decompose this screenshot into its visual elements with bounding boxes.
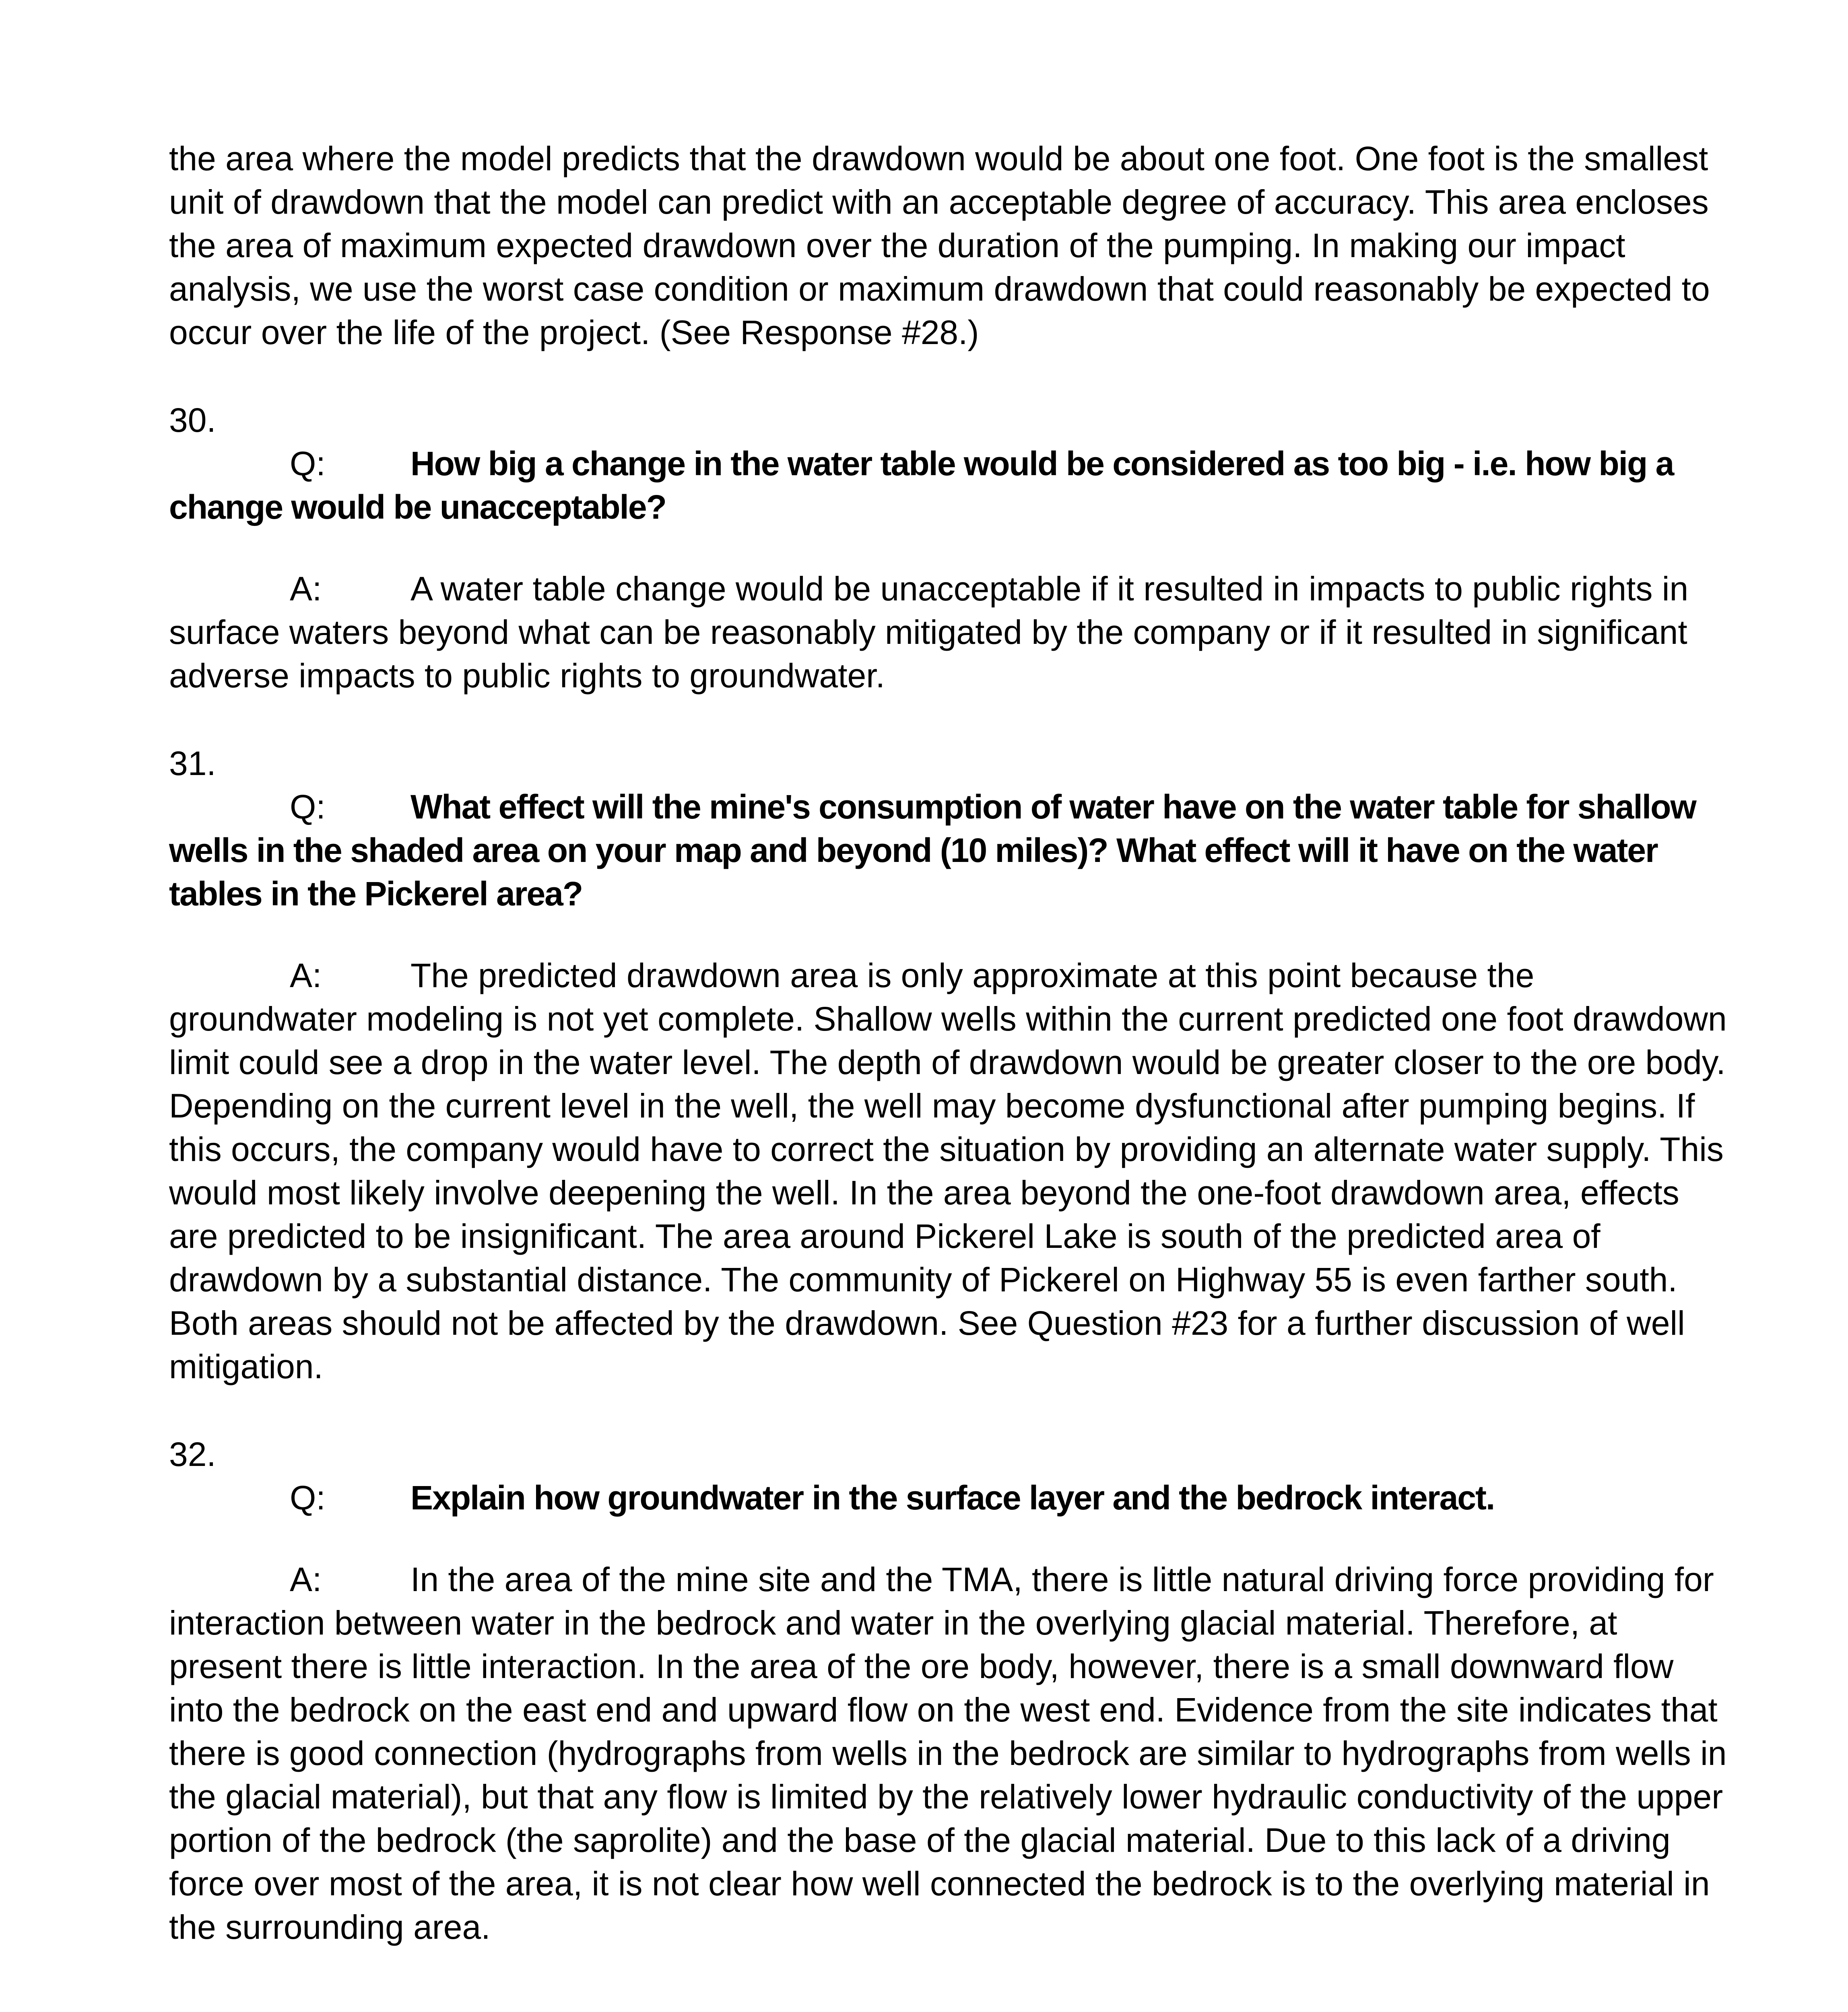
spacer xyxy=(169,697,1730,742)
spacer xyxy=(169,1388,1730,1433)
item-number-32: 32. xyxy=(169,1435,216,1473)
answer-31 xyxy=(169,954,1730,1388)
spacer xyxy=(169,915,1730,954)
question-text: What effect will the mine's consumption of water have on the water table for shallow wells in the shaded area on your map and beyond (10 miles)? What effect will it have on the water tables in the Pickerel area? xyxy=(169,788,1696,913)
answer-text: In the area of the mine site and the TMA, there is little natural driving force providing for interaction between water in the bedrock and water in the overlying glacial material. Therefore, at present there is little interaction. In the area of the ore body, however, there is a small downward flow into the bedrock on the east end and upward flow on the west end. Evidence from the site indicates that there is good connection (hydrographs from wells in the bedrock are similar to hydrographs from wells in the glacial material), but that any flow is limited by the relatively lower hydraulic conductivity of the upper portion of the bedrock (the saprolite) and the base of the glacial material. Due to this lack of a driving force over most of the area, it is not clear how well connected the bedrock is to the overlying material in the surrounding area. xyxy=(169,1561,1727,1946)
item-number-30: 30. xyxy=(169,401,216,439)
answer-text: A water table change would be unacceptable if it resulted in impacts to public rights in surface waters beyond what can be reasonably mitigated by the company or if it resulted in significant adverse impacts to public rights to groundwater. xyxy=(169,570,1689,695)
answer-label: A: xyxy=(290,1561,322,1598)
answer-label: A: xyxy=(290,957,322,994)
question-30 xyxy=(169,442,1730,529)
question-label: Q: xyxy=(290,788,326,826)
question-text: How big a change in the water table would be considered as too big - i.e. how big a change would be unacceptable? xyxy=(169,445,1674,526)
spacer xyxy=(169,354,1730,398)
question-32 xyxy=(169,1476,1730,1519)
spacer xyxy=(169,529,1730,567)
question-text: Explain how groundwater in the surface layer and the bedrock interact. xyxy=(410,1479,1495,1517)
page-content xyxy=(169,137,1730,1949)
question-label: Q: xyxy=(290,1479,326,1517)
answer-label: A: xyxy=(290,570,322,608)
question-label: Q: xyxy=(290,445,326,482)
answer-text: The predicted drawdown area is only approximate at this point because the groundwater modeling is not yet complete. Shallow wells within the current predicted one foot drawdown limit could see a drop in the water level. The depth of drawdown would be greater closer to the ore body. Depending on the current level in the well, the well may become dysfunctional after pumping begins. If this occurs, the company would have to correct the situation by providing an alternate water supply. This would most likely involve deepening the well. In the area beyond the one-foot drawdown area, effects are predicted to be insignificant. The area around Pickerel Lake is south of the predicted area of drawdown by a substantial distance. The community of Pickerel on Highway 55 is even farther south. Both areas should not be affected by the drawdown. See Question #23 for a further discussion of well mitigation. xyxy=(169,957,1727,1385)
item-number-31: 31. xyxy=(169,744,216,782)
intro-paragraph: the area where the model predicts that the drawdown would be about one foot. One foot is the smallest unit of drawdown that the model can predict with an acceptable degree of accuracy. This area encloses the area of maximum expected drawdown over the duration of the pumping. In making our impact analysis, we use the worst case condition or maximum drawdown that could reasonably be expected to occur over the life of the project. (See Response #28.) xyxy=(169,140,1710,351)
question-31 xyxy=(169,785,1730,915)
spacer xyxy=(169,1519,1730,1558)
answer-30 xyxy=(169,567,1730,697)
answer-32 xyxy=(169,1558,1730,1949)
